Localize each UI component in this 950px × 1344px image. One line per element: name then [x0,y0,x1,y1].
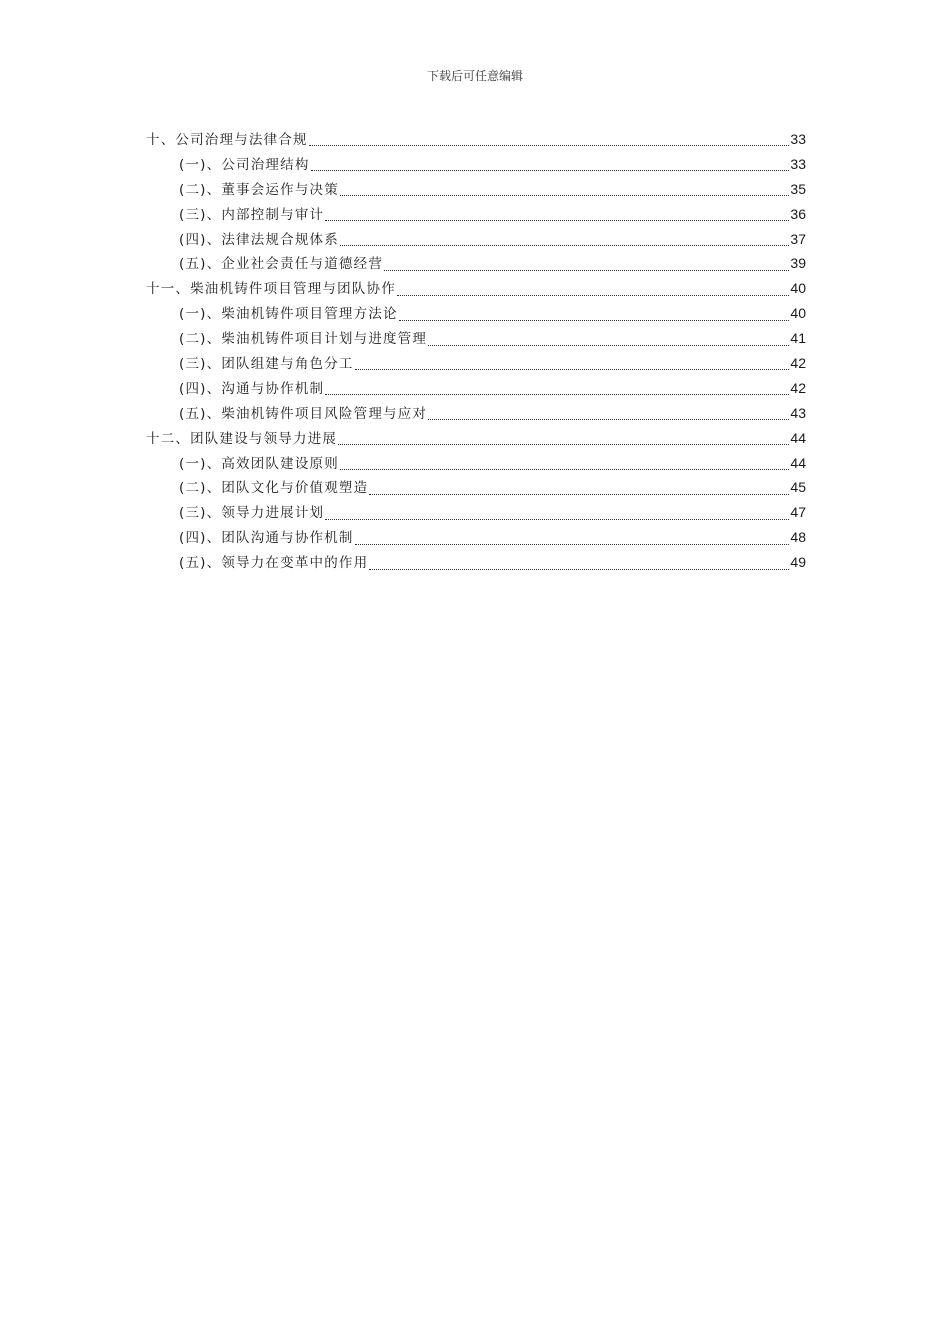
toc-dot-leader [399,319,790,321]
toc-entry[interactable] [146,475,806,500]
toc-page-number: 45 [790,479,806,496]
toc-dot-leader [384,269,789,271]
toc-dot-leader [340,468,789,470]
toc-entry[interactable] [146,550,806,575]
table-of-contents [146,127,806,575]
toc-entry-label: 十一、柴油机铸件项目管理与团队协作 [146,281,396,298]
toc-page-number: 47 [790,504,806,521]
toc-dot-leader [340,194,789,196]
toc-entry[interactable] [146,276,806,301]
toc-page-number: 43 [790,404,806,421]
toc-page-number: 39 [790,255,806,272]
toc-entry-label: (三)、团队组建与角色分工 [179,356,354,373]
toc-dot-leader [428,344,789,346]
toc-entry-label: (三)、领导力进展计划 [179,505,325,522]
toc-entry[interactable] [146,177,806,202]
toc-entry[interactable] [146,525,806,550]
toc-entry[interactable] [146,351,806,376]
toc-page-number: 42 [790,379,806,396]
toc-page-number: 49 [790,554,806,571]
toc-entry-label: (二)、团队文化与价值观塑造 [179,480,369,497]
toc-entry-label: (一)、柴油机铸件项目管理方法论 [179,306,398,323]
toc-dot-leader [369,493,789,495]
toc-entry-label: (四)、团队沟通与协作机制 [179,530,354,547]
toc-entry[interactable] [146,401,806,426]
toc-dot-leader [325,219,789,221]
toc-entry-label: 十、公司治理与法律合规 [146,132,308,148]
toc-entry-label: (五)、企业社会责任与道德经营 [179,256,384,273]
toc-entry-label: (三)、内部控制与审计 [179,206,325,223]
toc-entry[interactable] [146,426,806,451]
toc-page-number: 44 [790,429,806,446]
toc-dot-leader [428,418,789,420]
toc-dot-leader [355,368,790,370]
toc-entry[interactable] [146,251,806,276]
toc-dot-leader [338,443,789,445]
toc-page-number: 33 [790,155,806,172]
toc-page-number: 42 [790,355,806,372]
toc-page-number: 35 [790,180,806,197]
toc-entry[interactable] [146,227,806,252]
toc-page-number: 36 [790,205,806,222]
toc-entry-label: (二)、董事会运作与决策 [179,181,339,198]
toc-page-number: 33 [790,131,806,147]
toc-entry-label: (二)、柴油机铸件项目计划与进度管理 [179,331,428,348]
toc-entry[interactable] [146,326,806,351]
toc-dot-leader [325,393,789,395]
toc-page-number: 40 [790,280,806,297]
toc-entry[interactable] [146,202,806,227]
toc-entry[interactable] [146,301,806,326]
toc-entry-label: (四)、沟通与协作机制 [179,380,325,397]
toc-entry-label: (五)、领导力在变革中的作用 [179,555,369,572]
toc-dot-leader [369,568,789,570]
toc-dot-leader [325,518,789,520]
toc-page-number: 40 [790,305,806,322]
toc-dot-leader [311,169,790,171]
toc-entry-label: 十二、团队建设与领导力进展 [146,430,338,447]
toc-dot-leader [397,294,790,296]
header-note: 下载后可任意编辑 [426,69,523,83]
toc-dot-leader [309,144,790,146]
toc-entry[interactable] [146,152,806,177]
toc-entry-label: (一)、公司治理结构 [179,156,310,173]
toc-page-number: 37 [790,230,806,247]
toc-entry[interactable] [146,500,806,525]
toc-entry[interactable] [146,376,806,401]
toc-entry[interactable] [146,127,806,152]
toc-page-number: 41 [790,330,806,347]
toc-dot-leader [340,244,789,246]
toc-entry-label: (一)、高效团队建设原则 [179,455,339,472]
toc-entry[interactable] [146,451,806,476]
toc-dot-leader [355,543,790,545]
toc-page-number: 44 [790,454,806,471]
toc-entry-label: (四)、法律法规合规体系 [179,231,339,248]
toc-page-number: 48 [790,529,806,546]
toc-entry-label: (五)、柴油机铸件项目风险管理与应对 [179,405,428,422]
